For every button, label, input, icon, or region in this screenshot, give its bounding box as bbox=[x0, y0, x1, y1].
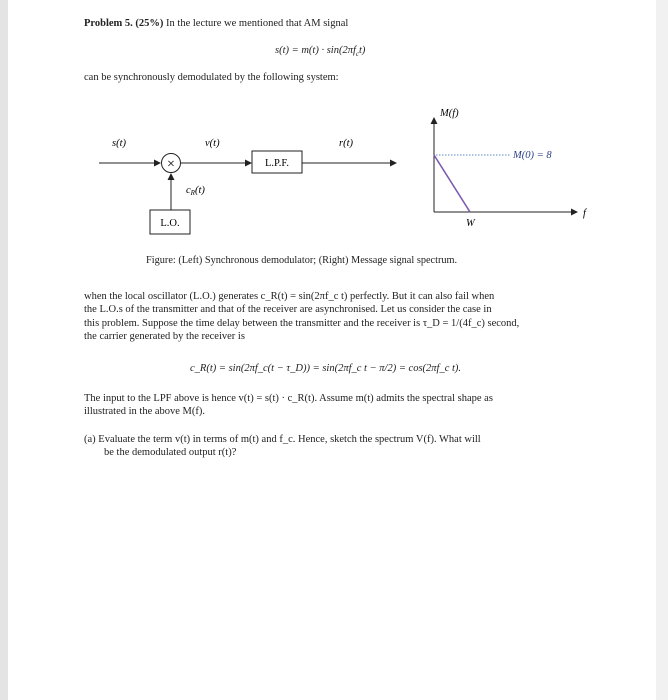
spectrum-ylabel: M(f) bbox=[440, 108, 459, 119]
para1-line1: when the local oscillator (L.O.) generates c_R(t) = sin(2πf_c t) perfectly. But it can also fail when bbox=[84, 291, 495, 302]
s-label: s(t) bbox=[112, 138, 126, 149]
figure-caption: Figure: (Left) Synchronous demodulator; (Right) Message signal spectrum. bbox=[146, 255, 458, 266]
para1-line4: the carrier generated by the receiver is bbox=[84, 330, 245, 342]
question-a-line1: (a) Evaluate the term v(t) in terms of m(t) and f_c. Hence, sketch the spectrum V(f). What will bbox=[84, 434, 481, 445]
para2-line1: The input to the LPF above is hence v(t) = s(t) · c_R(t). Assume m(t) admits the spectral shape as bbox=[84, 393, 493, 404]
problem-intro: In the lecture we mentioned that AM signal bbox=[166, 18, 349, 29]
spectrum-w-label: W bbox=[466, 218, 475, 229]
spectrum-f-label: f bbox=[583, 208, 586, 219]
lo-label: L.O. bbox=[160, 218, 180, 229]
para2-line2: illustrated in the above M(f). bbox=[84, 406, 206, 418]
equation-carrier: c_R(t) = sin(2πf_c(t − τ_D)) = sin(2πf_c t − π/2) = cos(2πf_c t). bbox=[190, 363, 462, 374]
spectrum-slope bbox=[434, 155, 470, 212]
equation-am-signal: $s(t) = m(t) \cdot \sin(2\pi f_ct)$ bbox=[275, 45, 366, 59]
paragraph-2 bbox=[84, 392, 604, 419]
para1-line3: this problem. Suppose the time delay between the transmitter and the receiver is τ_D = 1/(4f_c) second, bbox=[84, 317, 520, 329]
paragraph-1 bbox=[84, 290, 604, 343]
question-a bbox=[84, 433, 604, 460]
spectrum-m0-label: M(0) = 8 bbox=[513, 150, 552, 161]
mixer-symbol: × bbox=[167, 157, 175, 172]
demodulator-diagram bbox=[0, 0, 668, 260]
problem-line-2: can be synchronously demodulated by the following system: bbox=[84, 72, 339, 83]
para1-line2: the L.O.s of the transmitter and that of the receiver are asynchronised. Let us consider the case in bbox=[84, 304, 492, 316]
cr-label: cR(t) bbox=[186, 185, 205, 197]
problem-heading: Problem 5. (25%) bbox=[84, 18, 164, 29]
r-label: r(t) bbox=[339, 138, 353, 149]
question-a-line2: be the demodulated output r(t)? bbox=[104, 447, 237, 459]
v-label: v(t) bbox=[205, 138, 220, 149]
lpf-label: L.P.F. bbox=[265, 158, 289, 169]
